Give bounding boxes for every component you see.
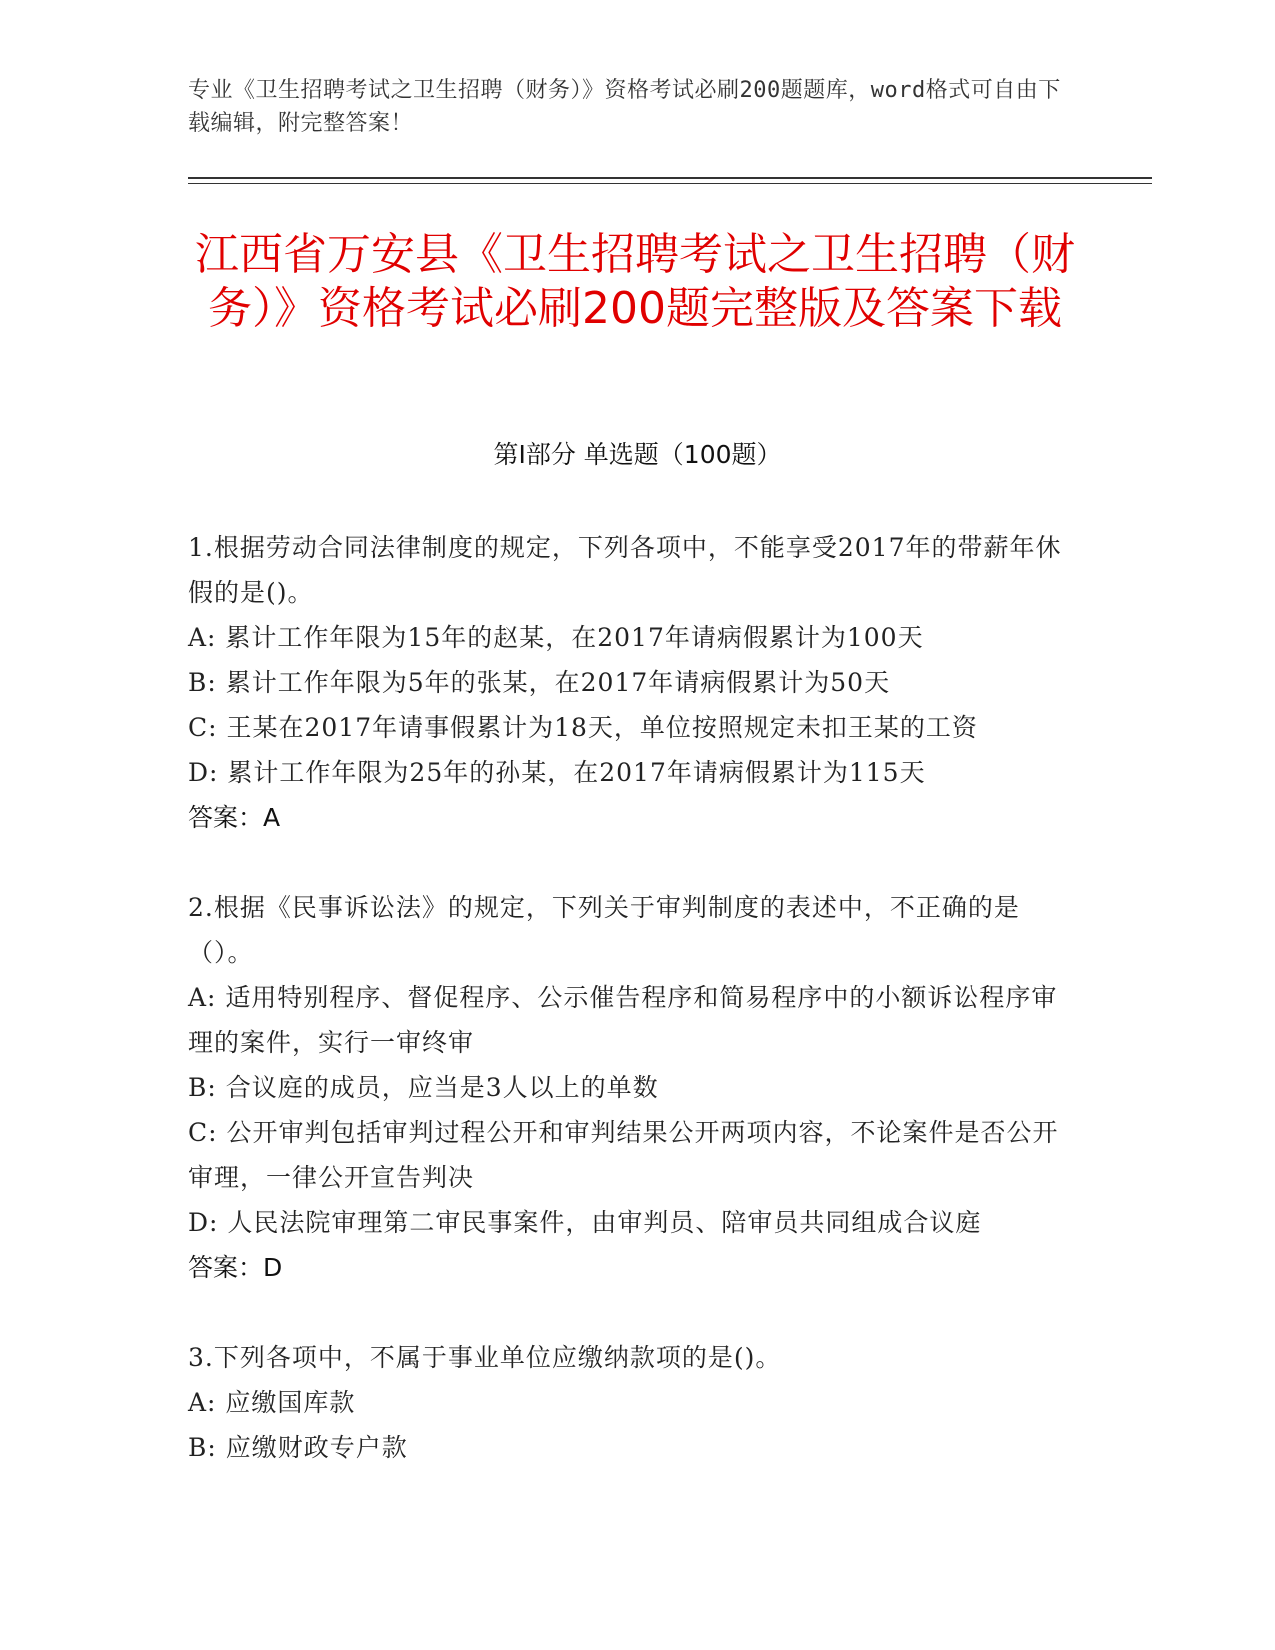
question-stem: 1.根据劳动合同法律制度的规定，下列各项中，不能享受2017年的带薪年休假的是()。	[188, 533, 1062, 607]
answer: 答案：D	[188, 1253, 283, 1282]
option-d: D: 累计工作年限为25年的孙某，在2017年请病假累计为115天	[188, 758, 926, 787]
option-b: B: 应缴财政专户款	[188, 1433, 408, 1462]
option-b: B: 合议庭的成员，应当是3人以上的单数	[188, 1073, 659, 1102]
header-rule-thick	[188, 177, 1152, 179]
question-1	[188, 525, 1068, 840]
question-2	[188, 885, 1068, 1290]
question-stem: 3.下列各项中，不属于事业单位应缴纳款项的是()。	[188, 1343, 782, 1372]
question-3	[188, 1335, 1068, 1470]
header-note: 专业《卫生招聘考试之卫生招聘（财务）》资格考试必刷200题题库，word格式可自由下载编辑，附完整答案！	[188, 78, 1061, 136]
document-title: 江西省万安县《卫生招聘考试之卫生招聘（财务）》资格考试必刷200题完整版及答案下载	[195, 229, 1075, 334]
question-stem: 2.根据《民事诉讼法》的规定，下列关于审判制度的表述中，不正确的是（）。	[188, 893, 1020, 967]
answer: 答案：A	[188, 803, 281, 832]
option-c: C: 王某在2017年请事假累计为18天，单位按照规定未扣王某的工资	[188, 713, 978, 742]
option-a: A: 应缴国库款	[188, 1388, 356, 1417]
option-c: C: 公开审判包括审判过程公开和审判结果公开两项内容，不论案件是否公开审理，一律公开宣告判决	[188, 1118, 1059, 1192]
option-a: A: 累计工作年限为15年的赵某，在2017年请病假累计为100天	[188, 623, 924, 652]
option-a: A: 适用特别程序、督促程序、公示催告程序和简易程序中的小额诉讼程序审理的案件，实行一审终审	[188, 983, 1058, 1057]
header-rule-thin	[188, 183, 1152, 184]
option-b: B: 累计工作年限为5年的张某，在2017年请病假累计为50天	[188, 668, 891, 697]
option-d: D: 人民法院审理第二审民事案件，由审判员、陪审员共同组成合议庭	[188, 1208, 982, 1237]
question-list	[188, 525, 1068, 1470]
section-heading: 第I部分 单选题（100题）	[493, 440, 782, 469]
